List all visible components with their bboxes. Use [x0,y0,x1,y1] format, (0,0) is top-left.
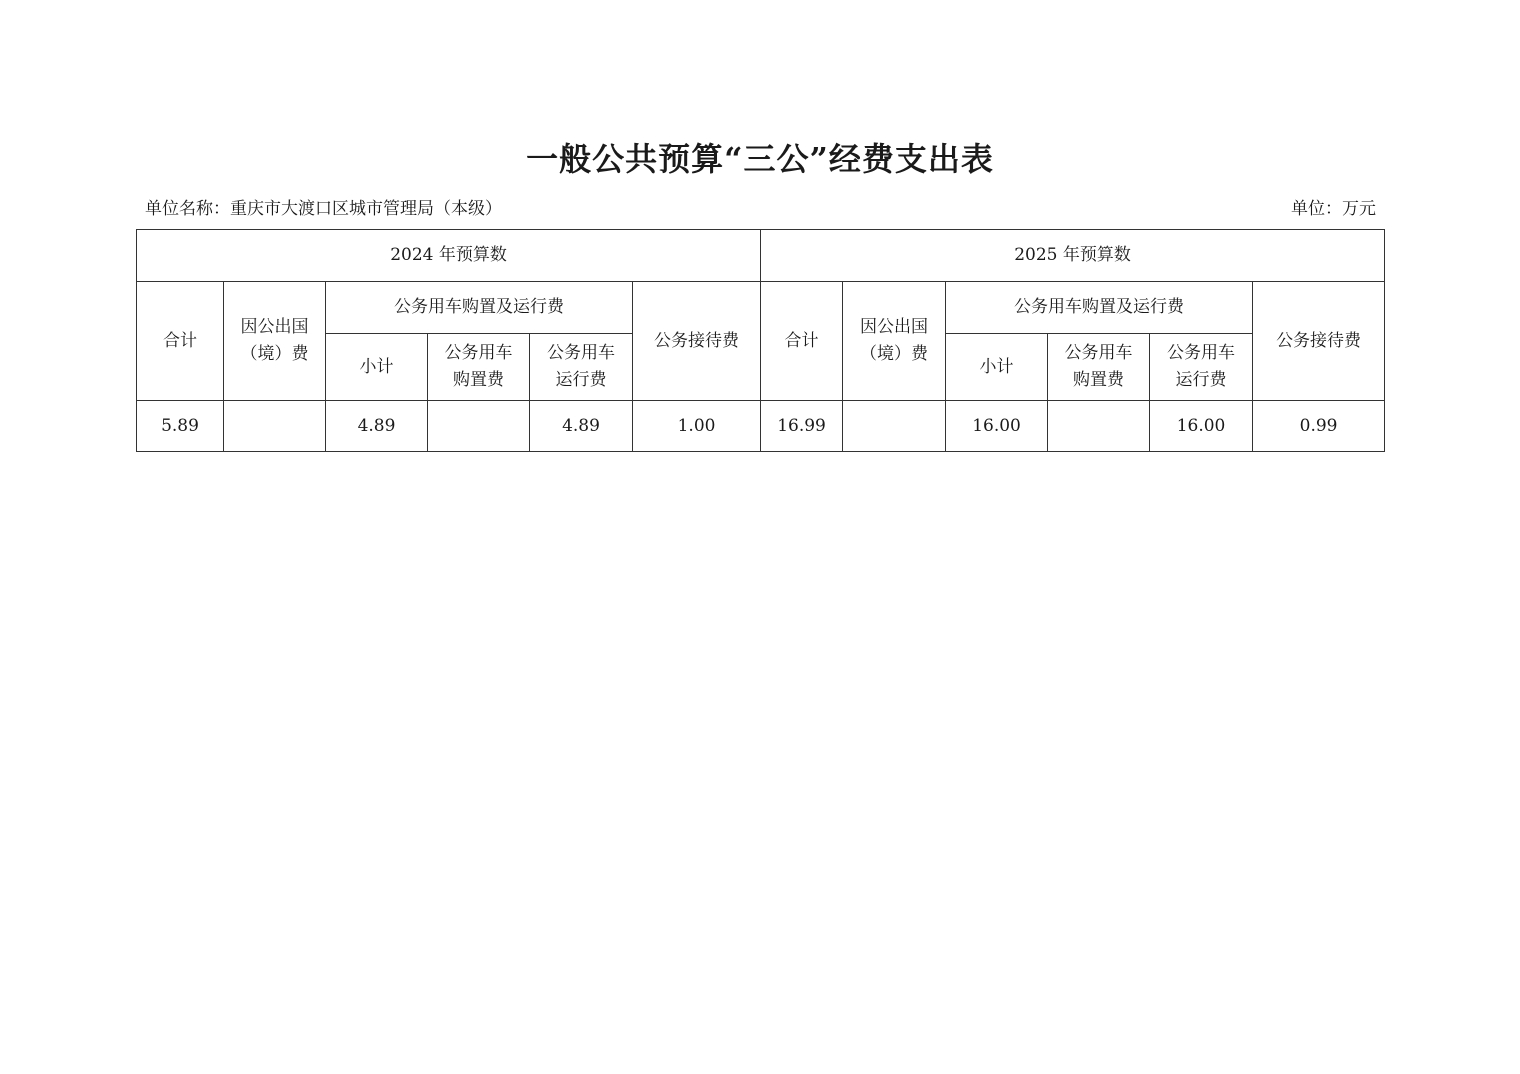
table-row [137,401,1385,452]
year-2025-header: 2025 年预算数 [761,230,1385,282]
page-title: 一般公共预算“三公”经费支出表 [526,140,994,178]
cell-subtotal-2025: 16.00 [946,401,1048,452]
three-public-expenses-table [136,229,1385,452]
cell-vehicle-operation-2024: 4.89 [530,401,633,452]
header-total-2024: 合计 [137,282,224,401]
currency-unit-label: 单位：万元 [1291,199,1376,219]
cell-vehicle-purchase-2024 [428,401,530,452]
header-vehicle-operation-line1: 公务用车 [547,343,615,363]
header-vehicle-operation-line1: 公务用车 [1167,343,1236,363]
cell-reception-2025: 0.99 [1253,401,1385,452]
header-vehicle-group-2024: 公务用车购置及运行费 [326,282,633,334]
header-abroad-line2: （境）费 [240,344,309,364]
year-header-row [137,230,1385,282]
header-abroad-2025 [843,282,946,401]
header-reception-2024: 公务接待费 [633,282,761,401]
header-abroad-line2: （境）费 [860,344,929,364]
header-vehicle-operation-line2: 运行费 [555,370,607,390]
column-header-row [137,282,1385,334]
header-vehicle-purchase-line2: 购置费 [1073,370,1125,390]
header-vehicle-operation-line2: 运行费 [1175,370,1227,390]
header-vehicle-purchase-2024 [428,334,530,401]
header-abroad-line1: 因公出国 [860,317,929,337]
cell-total-2024: 5.89 [137,401,224,452]
cell-reception-2024: 1.00 [633,401,761,452]
cell-total-2025: 16.99 [761,401,843,452]
header-subtotal-2024: 小计 [326,334,428,401]
header-vehicle-group-2025: 公务用车购置及运行费 [946,282,1253,334]
header-vehicle-purchase-2025 [1048,334,1150,401]
header-subtotal-2025: 小计 [946,334,1048,401]
cell-abroad-2024 [224,401,326,452]
year-2024-header: 2024 年预算数 [137,230,761,282]
cell-subtotal-2024: 4.89 [326,401,428,452]
cell-abroad-2025 [843,401,946,452]
header-vehicle-operation-2025 [1150,334,1253,401]
header-vehicle-operation-2024 [530,334,633,401]
header-vehicle-purchase-line1: 公务用车 [1064,343,1133,363]
cell-vehicle-operation-2025: 16.00 [1150,401,1253,452]
unit-name-label: 单位名称：重庆市大渡口区城市管理局（本级） [145,199,502,219]
cell-vehicle-purchase-2025 [1048,401,1150,452]
header-vehicle-purchase-line2: 购置费 [453,370,504,390]
header-total-2025: 合计 [761,282,843,401]
header-abroad-2024 [224,282,326,401]
header-reception-2025: 公务接待费 [1253,282,1385,401]
header-abroad-line1: 因公出国 [240,317,309,337]
header-vehicle-purchase-line1: 公务用车 [444,343,513,363]
